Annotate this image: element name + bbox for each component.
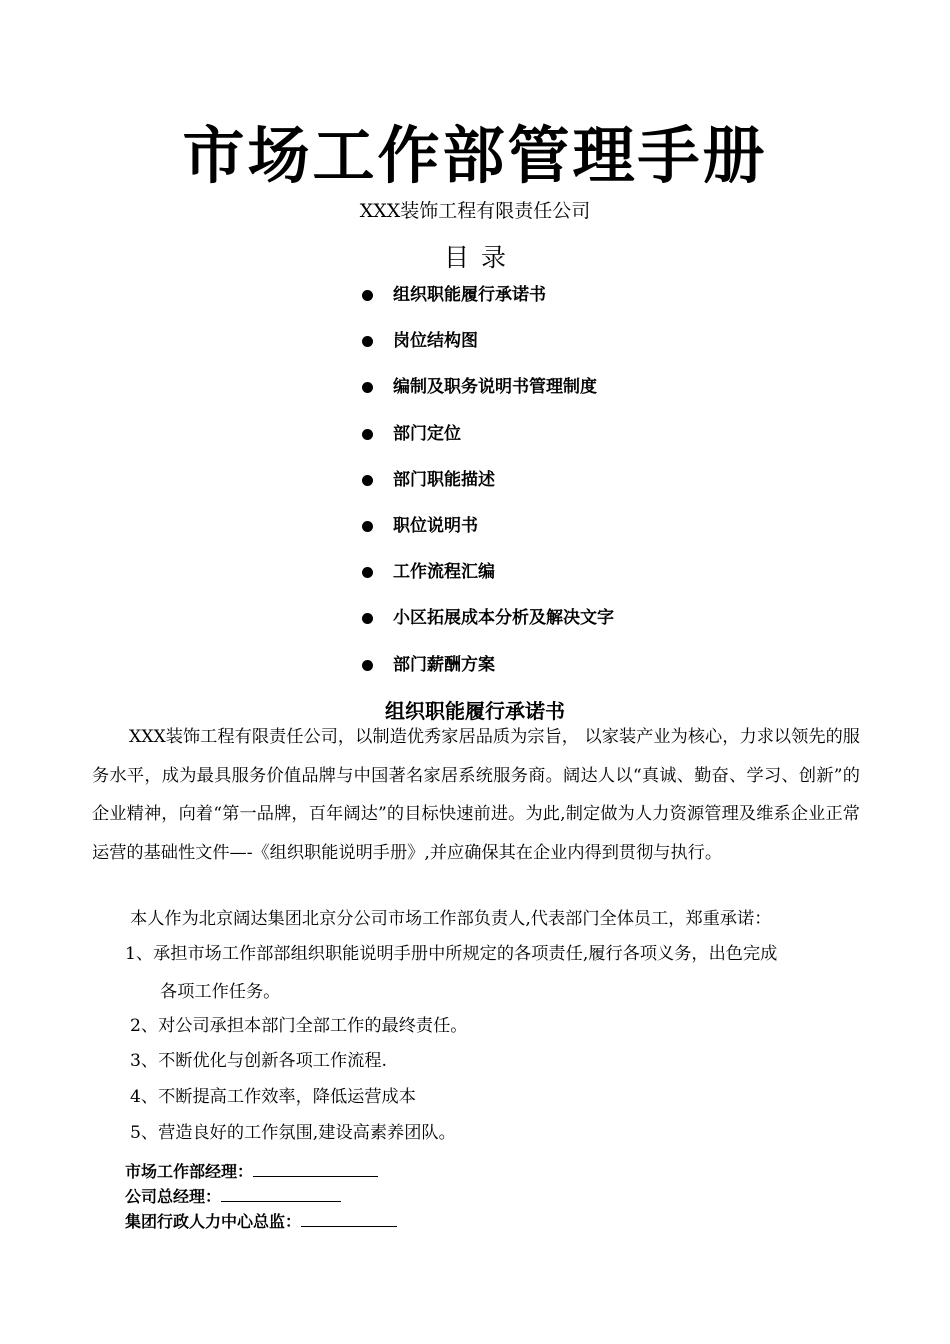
toc-item-label: 部门薪酬方案: [393, 654, 495, 675]
toc-item-label: 部门定位: [393, 423, 461, 444]
signature-blank[interactable]: [253, 1158, 378, 1177]
signature-blank[interactable]: [301, 1208, 397, 1227]
commitment-paragraph: XXX装饰工程有限责任公司，以制造优秀家居品质为宗旨， 以家装产业为核心，力求以领先的服务水平，成为最具服务价值品牌与中国著名家居系统服务商。阔达人以“真诚、勤奋、学习、创新”的企业精神，向着“第一品牌，百年阔达”的目标快速前进。为此,制定做为人力资源管理及维系企业正常运营的基础性文件—-《组织职能说明手册》,并应确保其在企业内得到贯彻与执行。: [92, 727, 860, 863]
toc-item: [362, 652, 614, 698]
bullet-icon: [362, 613, 373, 624]
commitment-item-3: 3、不断优化与创新各项工作流程.: [130, 1051, 388, 1071]
commitment-item-2: 2、对公司承担本部门全部工作的最终责任。: [130, 1016, 468, 1036]
signature-line-market-manager: [125, 1158, 378, 1183]
signature-line-hr-director: [125, 1208, 397, 1233]
commitment-item-1-continued: 各项工作任务。: [160, 982, 281, 1002]
toc-item: [362, 559, 614, 605]
bullet-icon: [362, 567, 373, 578]
commitment-item-4: 4、不断提高工作效率，降低运营成本: [130, 1087, 416, 1107]
signature-label: 市场工作部经理：: [125, 1162, 254, 1181]
toc-item: [362, 328, 614, 374]
bullet-icon: [362, 660, 373, 671]
bullet-icon: [362, 382, 373, 393]
bullet-icon: [362, 475, 373, 486]
signature-blank[interactable]: [221, 1183, 341, 1202]
toc-item-label: 职位说明书: [393, 515, 478, 536]
toc-item: [362, 374, 614, 420]
bullet-icon: [362, 429, 373, 440]
toc-item-label: 工作流程汇编: [393, 562, 495, 583]
toc-item-label: 岗位结构图: [393, 331, 478, 352]
toc-item: [362, 513, 614, 559]
toc-item: [362, 605, 614, 651]
commitment-statement: 本人作为北京阔达集团北京分公司市场工作部负责人,代表部门全体员工，郑重承诺：: [130, 909, 772, 929]
bullet-icon: [362, 336, 373, 347]
toc-item-label: 编制及职务说明书管理制度: [393, 377, 597, 398]
toc-item-label: 组织职能履行承诺书: [393, 285, 546, 305]
toc-item: [362, 282, 614, 328]
company-name: XXX装饰工程有限责任公司: [359, 200, 591, 222]
toc-item: [362, 421, 614, 467]
toc-item-label: 小区拓展成本分析及解决文字: [393, 608, 614, 629]
toc-item-label: 部门职能描述: [393, 469, 495, 490]
signature-label: 公司总经理：: [125, 1187, 222, 1206]
bullet-icon: [362, 290, 373, 301]
toc-item: [362, 467, 614, 513]
signature-label: 集团行政人力中心总监：: [125, 1212, 302, 1231]
commitment-item-5: 5、营造良好的工作氛围,建设高素养团队。: [130, 1123, 456, 1143]
document-title: 市场工作部管理手册: [182, 119, 768, 192]
toc-heading: 目录: [443, 243, 518, 272]
section-heading: 组织职能履行承诺书: [385, 699, 565, 723]
signature-line-general-manager: [125, 1183, 341, 1208]
bullet-icon: [362, 521, 373, 532]
commitment-item-1: 1、承担市场工作部部组织职能说明手册中所规定的各项责任,履行各项义务，出色完成: [125, 944, 778, 964]
table-of-contents: [362, 282, 614, 698]
